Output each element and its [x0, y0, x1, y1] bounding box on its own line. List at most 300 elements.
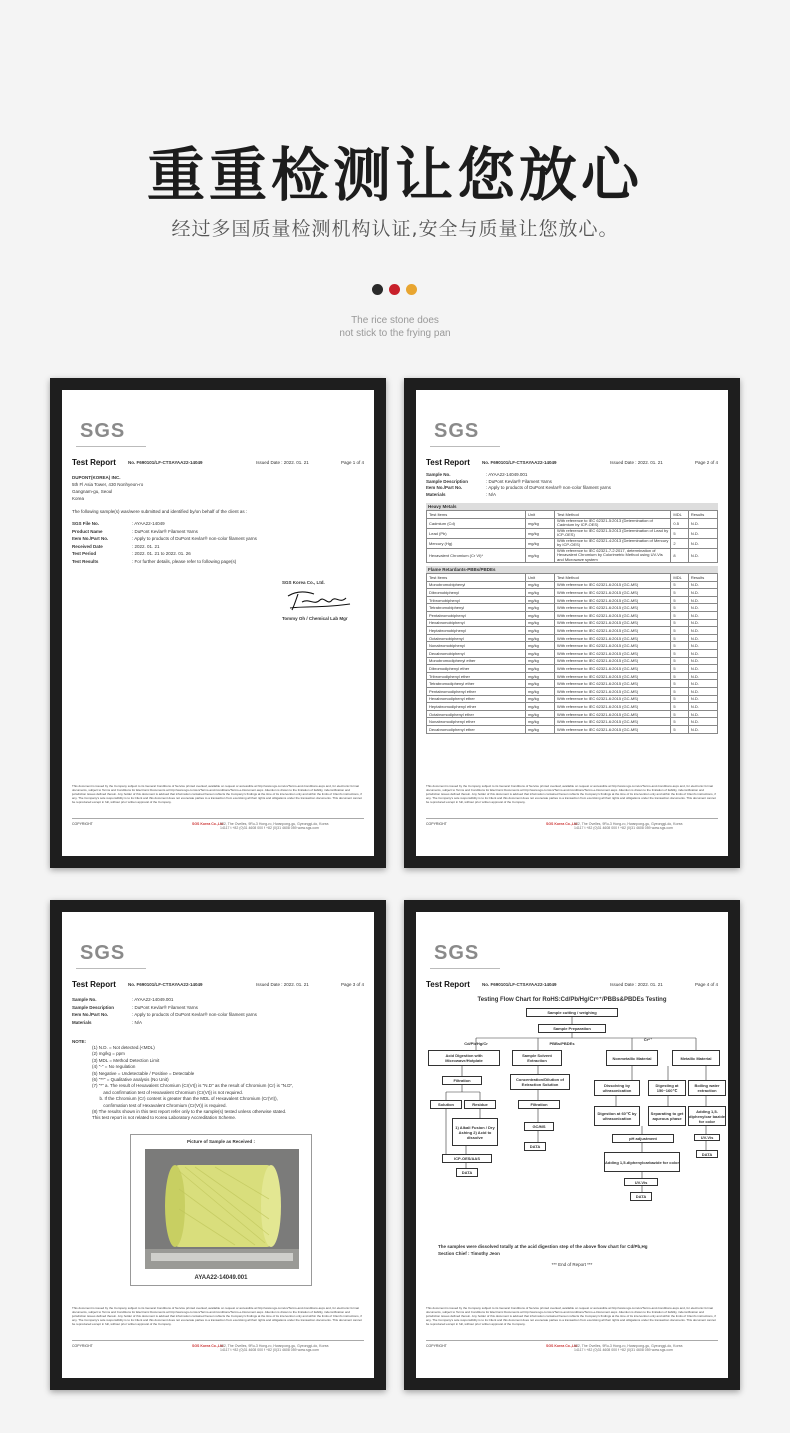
- flow-box-digest: Digesting at 150~160℃: [648, 1080, 686, 1096]
- table-cell: 5: [671, 619, 688, 627]
- flow-box-ph: pH adjustment: [612, 1134, 674, 1143]
- flow-box-conc: Concentration/Dilution of Extraction Solution: [510, 1074, 570, 1090]
- table-cell: mg/kg: [525, 581, 554, 589]
- note-line: (7) "*" a. The result of Hexavalent Chromium (Cr(VI)) is "N.D" as the result of Chromium (Cr) is "N.D",: [92, 1083, 294, 1089]
- certificate-frame-4: [404, 900, 740, 1390]
- table-cell: N.D.: [688, 627, 717, 635]
- col-header: MDL: [671, 511, 688, 519]
- signer-name: Tommy Oh / Chemical Lab Mgr: [282, 616, 348, 621]
- english-caption-line2: not stick to the frying pan: [339, 328, 451, 339]
- table-cell: With reference to IEC 62321-6:2015 (GC-MS): [555, 718, 671, 726]
- col-header: Results: [688, 511, 717, 519]
- table-row: [427, 665, 718, 673]
- table-cell: With reference to IEC 62321-6:2015 (GC-MS): [555, 657, 671, 665]
- field-value: : DuPont Kevlar® Filament Yarns: [132, 1004, 198, 1010]
- table-row: [427, 703, 718, 711]
- table-cell: With reference to IEC 62321-6:2015 (GC-MS): [555, 589, 671, 597]
- col-header: Unit: [525, 511, 554, 519]
- table-cell: N.D.: [688, 725, 717, 733]
- flow-box-cd: Cd/Pb/Hg/Cr: [464, 1040, 488, 1046]
- table-cell: mg/kg: [525, 612, 554, 620]
- table-cell: mg/kg: [525, 710, 554, 718]
- legal-disclaimer: This document is issued by the Company subject to its General Conditions of Service printed overleaf, available on request or accessible at http://www.sgs.com/en/Terms-and-Conditions.aspx and, for electronic format documents, subject to Terms and Conditions for Electronic Documents at http://www.sgs.com/en/Terms-and-Conditions/Terms-e-Document.aspx. Attention is drawn to the limitation of liability, indemnification and jurisdiction issues defined therein. Any holder of this document is advised that information contained hereon reflects the Company's findings at the time of its intervention only and within the limits of Client's instructions, if any. The Company's sole responsibility is to its Client and this document does not exonerate parties to a transaction from exercising all their rights and obligations under the transaction documents. This document cannot be reproduced except in full, without prior written approval of the Company.: [72, 1306, 362, 1326]
- table-cell: N.D.: [688, 710, 717, 718]
- table-cell: N.D.: [688, 695, 717, 703]
- table-cell: With reference to IEC 62321-6:2015 (GC-MS): [555, 650, 671, 658]
- hero-subtitle: 经过多国质量检测机构认证,安全与质量让您放心。: [171, 218, 619, 240]
- flow-box-acid: Acid Digestion with Microwave/Hotplate: [428, 1050, 500, 1066]
- closing-note: The samples were dissolved totally at the acid digestion step of the above flow chart for Cd/Pb,Hg: [438, 1244, 648, 1249]
- field-value: : DuPont Kevlar® Filament Yarns: [486, 478, 552, 484]
- table-cell: Tribromobiphenyl: [427, 596, 526, 604]
- issued-date: Issued Date : 2022. 01. 21: [256, 460, 309, 465]
- table-cell: N.D.: [688, 657, 717, 665]
- table-cell: Hexavalent Chromium (Cr VI)*: [427, 548, 526, 563]
- note-line: (3) MDL = Method Detection Limit: [92, 1057, 160, 1063]
- table-cell: mg/kg: [525, 703, 554, 711]
- field-row: [72, 558, 364, 566]
- sample-fields: [426, 472, 718, 498]
- table-cell: With reference to IEC 62321-6:2015 (GC-MS): [555, 627, 671, 635]
- legal-disclaimer: This document is issued by the Company subject to its General Conditions of Service printed overleaf, available on request or accessible at http://www.sgs.com/en/Terms-and-Conditions.aspx and, for electronic format documents, subject to Terms and Conditions for Electronic Documents at http://www.sgs.com/en/Terms-and-Conditions/Terms-e-Document.aspx. Attention is drawn to the limitation of liability, indemnification and jurisdiction issues defined therein. Any holder of this document is advised that information contained hereon reflects the Company's findings at the time of its intervention only and within the limits of Client's instructions, if any. The Company's sole responsibility is to its Client and this document does not exonerate parties to a transaction from exercising all their rights and obligations under the transaction documents. This document cannot be reproduced except in full, without prior written approval of the Company.: [72, 784, 362, 804]
- note-line: (1) N.D. = Not detected.(<MDL): [92, 1045, 155, 1050]
- report-header: [426, 458, 718, 468]
- report-header: [72, 458, 364, 468]
- field-value: : Apply to products of DuPont Kevlar® non-color filament yarns: [486, 485, 611, 490]
- dot-orange: [406, 284, 417, 295]
- end-of-report: *** End of Report ***: [551, 1262, 593, 1267]
- field-key: Item No./Part No.: [72, 1012, 109, 1017]
- intro-text: [72, 508, 364, 515]
- heavy-metals-heading: Heavy Metals: [426, 503, 718, 510]
- table-cell: With reference to IEC 62321-5:2013 (Determination of Lead by ICP-OES): [555, 528, 671, 538]
- field-value: : Apply to products of DuPont Kevlar® non-color filament yarns: [132, 1012, 257, 1017]
- table-cell: N.D.: [688, 650, 717, 658]
- table-cell: 5: [671, 688, 688, 696]
- report-title: Test Report: [426, 458, 470, 467]
- flame-retardants-heading: Flame Retardants-PBBs/PBDEs: [426, 566, 718, 573]
- table-row: [427, 538, 718, 548]
- table-row: [427, 581, 718, 589]
- table-cell: mg/kg: [525, 672, 554, 680]
- table-cell: 5: [671, 718, 688, 726]
- field-key: Sample No.: [72, 997, 97, 1002]
- results-tables: [426, 500, 718, 734]
- report-page-2: [416, 390, 728, 856]
- footer-company: SGS Korea Co.,Ltd.: [546, 822, 579, 826]
- table-cell: 5: [671, 703, 688, 711]
- english-caption-line1: The rice stone does: [351, 315, 439, 326]
- table-cell: With reference to IEC 62321-6:2015 (GC-MS): [555, 596, 671, 604]
- table-cell: 5: [671, 589, 688, 597]
- notes-block: [72, 1038, 364, 1122]
- page-number: Page 3 of 4: [340, 982, 364, 987]
- heavy-metals-table: [426, 510, 718, 563]
- table-cell: Lead (Pb): [427, 528, 526, 538]
- table-cell: mg/kg: [525, 528, 554, 538]
- table-cell: 5: [671, 657, 688, 665]
- note-line: b. If the Chromium (Cr) content is greater than the MDL of Hexavalent Chromium (Cr(VI)),: [92, 1096, 278, 1102]
- table-cell: Tetrabromodiphenyl ether: [427, 680, 526, 688]
- table-cell: N.D.: [688, 672, 717, 680]
- report-page-1: [62, 390, 374, 856]
- report-footer: [426, 1340, 718, 1356]
- table-cell: 5: [671, 634, 688, 642]
- flow-box-adding2: Adding 1,5-diphenylcarbazide for color: [604, 1152, 680, 1172]
- table-row: [427, 528, 718, 538]
- table-cell: N.D.: [688, 518, 717, 528]
- table-cell: 0.5: [671, 518, 688, 528]
- table-cell: Dibromobiphenyl: [427, 589, 526, 597]
- table-cell: N.D.: [688, 581, 717, 589]
- table-cell: Nonabromobiphenyl: [427, 642, 526, 650]
- table-cell: mg/kg: [525, 642, 554, 650]
- flow-box-boil: Boiling water extraction: [688, 1080, 726, 1096]
- table-cell: mg/kg: [525, 634, 554, 642]
- table-cell: N.D.: [688, 680, 717, 688]
- col-header: Test Method: [555, 511, 671, 519]
- table-header-row: [427, 574, 718, 582]
- field-value: : DuPont Kevlar® Filament Yarns: [132, 528, 198, 534]
- report-footer: [426, 818, 718, 834]
- table-row: [427, 718, 718, 726]
- table-cell: 2: [671, 538, 688, 548]
- table-cell: 5: [671, 665, 688, 673]
- legal-disclaimer: This document is issued by the Company subject to its General Conditions of Service printed overleaf, available on request or accessible at http://www.sgs.com/en/Terms-and-Conditions.aspx and, for electronic format documents, subject to Terms and Conditions for Electronic Documents at http://www.sgs.com/en/Terms-and-Conditions/Terms-e-Document.aspx. Attention is drawn to the limitation of liability, indemnification and jurisdiction issues defined therein. Any holder of this document is advised that information contained hereon reflects the Company's findings at the time of its intervention only and within the limits of Client's instructions, if any. The Company's sole responsibility is to its Client and this document does not exonerate parties to a transaction from exercising all their rights and obligations under the transaction documents. This document cannot be reproduced except in full, without prior written approval of the Company.: [426, 784, 716, 804]
- report-footer: [72, 818, 364, 834]
- legal-disclaimer: This document is issued by the Company subject to its General Conditions of Service printed overleaf, available on request or accessible at http://www.sgs.com/en/Terms-and-Conditions.aspx and, for electronic format documents, subject to Terms and Conditions for Electronic Documents at http://www.sgs.com/en/Terms-and-Conditions/Terms-e-Document.aspx. Attention is drawn to the limitation of liability, indemnification and jurisdiction issues defined therein. Any holder of this document is advised that information contained hereon reflects the Company's findings at the time of its intervention only and within the limits of Client's instructions, if any. The Company's sole responsibility is to its Client and this document does not exonerate parties to a transaction from exercising all their rights and obligations under the transaction documents. This document cannot be reproduced except in full, without prior written approval of the Company.: [426, 1306, 716, 1326]
- table-cell: With reference to IEC 62321-6:2015 (GC-MS): [555, 619, 671, 627]
- flow-box-nonmetal: Nonmetallic Material: [606, 1050, 658, 1066]
- report-page-4: [416, 912, 728, 1378]
- flow-box-uvvis2: UV-Vis: [624, 1178, 658, 1186]
- client-line: Korea: [72, 496, 85, 501]
- table-cell: 5: [671, 528, 688, 538]
- yarn-spool-image: [145, 1149, 299, 1269]
- table-cell: Nonabromodiphenyl ether: [427, 718, 526, 726]
- flow-box-data1: DATA: [524, 1142, 546, 1151]
- table-cell: Cadmium (Cd): [427, 518, 526, 528]
- table-cell: 5: [671, 604, 688, 612]
- flow-box-dissolve: Dissolving by ultrasonication: [594, 1080, 640, 1096]
- table-cell: With reference to IEC 62321-6:2015 (GC-MS): [555, 703, 671, 711]
- table-cell: Hexabromobiphenyl: [427, 619, 526, 627]
- page-number: Page 2 of 4: [694, 460, 718, 465]
- flow-box-uvvis1: UV-Vis: [694, 1134, 720, 1141]
- certificate-frame-1: [50, 378, 386, 868]
- col-header: Test Items: [427, 574, 526, 582]
- table-cell: With reference to IEC 62321-6:2015 (GC-MS): [555, 695, 671, 703]
- field-key: Materials: [426, 491, 446, 497]
- table-cell: Mercury (Hg): [427, 538, 526, 548]
- photo-title: Picture of Sample as Received :: [186, 1139, 256, 1144]
- col-header: Test Method: [555, 574, 671, 582]
- table-cell: N.D.: [688, 589, 717, 597]
- table-row: [427, 627, 718, 635]
- report-header: [72, 980, 364, 990]
- sample-fields: [72, 996, 364, 1026]
- table-cell: 5: [671, 627, 688, 635]
- flow-chart-title: Testing Flow Chart for RoHS:Cd/Pb/Hg/Cr⁶⁺/PBBs&PBDEs Testing: [477, 997, 667, 1003]
- field-key: Received Date: [72, 543, 103, 549]
- table-row: [427, 589, 718, 597]
- col-header: Test Items: [427, 511, 526, 519]
- table-cell: With reference to IEC 62321-6:2015 (GC-MS): [555, 634, 671, 642]
- table-cell: N.D.: [688, 642, 717, 650]
- copyright-text: COPYRIGHT: [426, 1344, 447, 1348]
- sample-photo-box: [130, 1134, 312, 1286]
- page-number: Page 1 of 4: [340, 460, 364, 465]
- table-cell: Heptabromodiphenyl ether: [427, 703, 526, 711]
- field-value: : AYAA22-14049.001: [486, 472, 528, 477]
- flow-box-data2: DATA: [696, 1150, 718, 1158]
- report-number: No. F690101/LF-CTSAYAA22-14049: [128, 460, 203, 465]
- report-title: Test Report: [426, 980, 470, 989]
- field-row: [72, 543, 364, 551]
- dot-dark: [372, 284, 383, 295]
- client-line: Gangnam-gu, Seoul: [72, 489, 113, 494]
- table-cell: mg/kg: [525, 518, 554, 528]
- field-key: Item No./Part No.: [426, 485, 463, 490]
- table-cell: Decabromobiphenyl: [427, 650, 526, 658]
- table-cell: N.D.: [688, 703, 717, 711]
- field-key: Product Name: [72, 528, 103, 534]
- table-cell: Monobromobiphenyl: [427, 581, 526, 589]
- table-row: [427, 650, 718, 658]
- report-title: Test Report: [72, 458, 116, 467]
- table-cell: With reference to IEC 62321-6:2015 (GC-MS): [555, 642, 671, 650]
- footer-company: SGS Korea Co.,Ltd.: [546, 1344, 579, 1348]
- table-cell: N.D.: [688, 596, 717, 604]
- field-key: Test Period: [72, 551, 97, 556]
- table-row: [427, 604, 718, 612]
- field-key: Sample Description: [72, 1004, 115, 1010]
- footer-address: 322, The Ovelles, 9Ru-3 Hong-ro, Hwanpong-gu, Gyeonggi-do, Korea 14117 t +82 (0)31 4608 000 f +82 (0)31 4608 059 www.sgs.com: [574, 822, 683, 830]
- col-header: Unit: [525, 574, 554, 582]
- english-caption: [0, 314, 790, 340]
- table-cell: 5: [671, 650, 688, 658]
- table-cell: With reference to IEC 62321-4:2013 (Determination of Mercury by ICP-OES): [555, 538, 671, 548]
- note-line: (8) The results shown in this test report refer only to the sample(s) tested unless otherwise stated.: [92, 1109, 287, 1115]
- table-cell: Pentabromobiphenyl: [427, 612, 526, 620]
- certificate-frame-3: [50, 900, 386, 1390]
- flow-box-cut: Sample cutting / weighing: [526, 1008, 618, 1017]
- table-row: [427, 596, 718, 604]
- flame-retardants-table: [426, 573, 718, 733]
- table-cell: 8: [671, 548, 688, 563]
- table-cell: With reference to IEC 62321-6:2015 (GC-MS): [555, 665, 671, 673]
- table-cell: 5: [671, 710, 688, 718]
- field-key: Sample No.: [426, 472, 451, 477]
- flow-box-separate: Separating to get aqueous phase: [648, 1106, 686, 1126]
- table-cell: With reference to IEC 62321-6:2015 (GC-MS): [555, 710, 671, 718]
- sample-fields: [72, 520, 364, 565]
- table-row: [427, 518, 718, 528]
- flow-box-residue: Residue: [464, 1100, 496, 1109]
- flow-box-pbb: PBBs/PBDEs: [549, 1040, 575, 1046]
- flow-box-solution: Solution: [430, 1100, 462, 1109]
- copyright-text: COPYRIGHT: [72, 1344, 93, 1348]
- table-cell: mg/kg: [525, 665, 554, 673]
- client-line: 5th Fl Asia Tower, 430 Nonhyeon-ro: [72, 482, 144, 487]
- note-label: NOTE:: [72, 1039, 86, 1044]
- flow-box-data4: DATA: [630, 1192, 652, 1201]
- table-cell: mg/kg: [525, 650, 554, 658]
- table-row: [427, 634, 718, 642]
- certificate-frame-2: [404, 378, 740, 868]
- table-row: [427, 688, 718, 696]
- footer-address: 322, The Ovelles, 9Ru-3 Hong-ro, Hwanpong-gu, Gyeonggi-do, Korea 14117 t +82 (0)31 4608 000 f +82 (0)31 4608 059 www.sgs.com: [220, 822, 329, 830]
- table-row: [427, 672, 718, 680]
- field-value: : 2022. 01. 21 to 2022. 01. 26: [132, 551, 191, 556]
- note-line: (5) Negative = Undetectable / Positive = Detectable: [92, 1070, 195, 1076]
- copyright-text: COPYRIGHT: [72, 822, 93, 826]
- note-line: (6) "**" = Qualitative analysis (No Unit): [92, 1077, 169, 1083]
- table-cell: N.D.: [688, 665, 717, 673]
- table-cell: With reference to IEC 62321-6:2015 (GC-MS): [555, 581, 671, 589]
- section-chief: Section Chief : Timothy Jeon: [438, 1251, 500, 1256]
- table-row: [427, 642, 718, 650]
- footer-company: SGS Korea Co.,Ltd.: [192, 822, 225, 826]
- table-cell: mg/kg: [525, 596, 554, 604]
- flow-box-alkali: 1) Alkali Fusion / Dry Ashing 2) Acid to dissolve: [452, 1118, 498, 1146]
- field-value: : N/A: [486, 491, 497, 497]
- table-cell: With reference to IEC 62321-6:2015 (GC-MS): [555, 604, 671, 612]
- field-value: : For further details, please refer to following page(s): [132, 558, 237, 564]
- field-row: [426, 492, 718, 499]
- footer-address: 322, The Ovelles, 9Ru-3 Hong-ro, Hwanpong-gu, Gyeonggi-do, Korea 14117 t +82 (0)31 4608 000 f +82 (0)31 4608 059 www.sgs.com: [220, 1344, 329, 1352]
- note-line: and confirmation test of Hexavalent Chromium (Cr(VI)) is not required.: [92, 1089, 244, 1095]
- table-cell: mg/kg: [525, 619, 554, 627]
- field-value: : N/A: [132, 1019, 143, 1025]
- flow-box-filtration2: Filtration: [518, 1100, 560, 1109]
- field-key: Test Results: [72, 558, 99, 564]
- table-cell: N.D.: [688, 548, 717, 563]
- note-line: This test report is not related to Korea Laboratory Accreditation Scheme.: [92, 1115, 237, 1121]
- decor-dots: [372, 284, 417, 295]
- table-cell: mg/kg: [525, 538, 554, 548]
- table-cell: 5: [671, 695, 688, 703]
- table-cell: With reference to IEC 62321-6:2015 (GC-MS): [555, 688, 671, 696]
- table-cell: 5: [671, 596, 688, 604]
- table-cell: 5: [671, 581, 688, 589]
- table-cell: With reference to IEC 62321-6:2015 (GC-MS): [555, 725, 671, 733]
- table-cell: N.D.: [688, 612, 717, 620]
- page-number: Page 4 of 4: [694, 982, 718, 987]
- flow-box-prep: Sample Preparation: [538, 1024, 606, 1033]
- table-cell: mg/kg: [525, 548, 554, 563]
- field-row: [72, 520, 364, 528]
- table-row: [427, 657, 718, 665]
- sgs-logo: SGS: [80, 420, 126, 442]
- hero-title: 重重检测让您放心: [146, 141, 643, 209]
- col-header: MDL: [671, 574, 688, 582]
- table-cell: N.D.: [688, 688, 717, 696]
- field-key: SGS File No.: [72, 521, 100, 526]
- table-cell: 5: [671, 612, 688, 620]
- table-cell: With reference to IEC 62321-6:2015 (GC-MS): [555, 680, 671, 688]
- table-row: [427, 612, 718, 620]
- field-row: [72, 1004, 364, 1012]
- flow-box-solvent: Sample Solvent Extraction: [512, 1050, 562, 1066]
- field-row: [72, 550, 364, 558]
- table-cell: With reference to IEC 62321-7-2:2017, determination of Hexavalent Chromium by Colorimetric Method using UV-Vis and Microwave system: [555, 548, 671, 563]
- table-row: [427, 619, 718, 627]
- note-line: confirmation test of Hexavalent Chromium (Cr(VI)) is required.: [92, 1102, 227, 1108]
- table-cell: mg/kg: [525, 627, 554, 635]
- table-cell: mg/kg: [525, 725, 554, 733]
- issued-date: Issued Date : 2022. 01. 21: [256, 982, 309, 987]
- field-value: : Apply to products of DuPont Kevlar® non-color filament yarns: [132, 536, 257, 541]
- flow-box-adding1: Adding 1,5-diphenylcar bazide for color: [688, 1106, 726, 1126]
- sgs-logo: SGS: [434, 942, 480, 964]
- signature-icon: [284, 588, 354, 612]
- table-cell: N.D.: [688, 538, 717, 548]
- table-cell: N.D.: [688, 619, 717, 627]
- table-cell: 5: [671, 680, 688, 688]
- table-row: [427, 695, 718, 703]
- client-address: [72, 474, 364, 502]
- flow-box-cr6: Cr⁶⁺: [643, 1036, 653, 1042]
- footer-company: SGS Korea Co.,Ltd.: [192, 1344, 225, 1348]
- report-footer: [72, 1340, 364, 1356]
- flow-box-icp: ICP-OES/AAS: [442, 1154, 492, 1163]
- table-cell: mg/kg: [525, 718, 554, 726]
- table-row: [427, 710, 718, 718]
- note-line: (2) mg/kg = ppm: [92, 1051, 125, 1057]
- table-cell: Heptabromobiphenyl: [427, 627, 526, 635]
- table-cell: mg/kg: [525, 688, 554, 696]
- field-key: Item No./Part No.: [72, 536, 109, 541]
- table-cell: Tribromodiphenyl ether: [427, 672, 526, 680]
- table-cell: Octabromobiphenyl: [427, 634, 526, 642]
- field-value: : 2022. 01. 21: [132, 543, 160, 549]
- table-cell: With reference to IEC 62321-6:2015 (GC-MS): [555, 612, 671, 620]
- field-value: : AYAA22-14049: [132, 521, 165, 526]
- table-cell: Tetrabromobiphenyl: [427, 604, 526, 612]
- issued-date: Issued Date : 2022. 01. 21: [610, 982, 663, 987]
- table-cell: N.D.: [688, 718, 717, 726]
- field-row: [72, 996, 364, 1004]
- footer-address: 322, The Ovelles, 9Ru-3 Hong-ro, Hwanpong-gu, Gyeonggi-do, Korea 14117 t +82 (0)31 4608 000 f +82 (0)31 4608 059 www.sgs.com: [574, 1344, 683, 1352]
- sample-label: AYAA22-14049.001: [194, 1275, 248, 1281]
- table-cell: N.D.: [688, 604, 717, 612]
- flow-box-filtration1: Filtration: [442, 1076, 482, 1085]
- sgs-logo: SGS: [80, 942, 126, 964]
- field-row: [72, 1019, 364, 1027]
- flow-box-data3: DATA: [456, 1168, 478, 1177]
- field-row: [72, 1011, 364, 1019]
- table-cell: Octabromodiphenyl ether: [427, 710, 526, 718]
- table-cell: mg/kg: [525, 680, 554, 688]
- table-cell: With reference to IEC 62321-6:2015 (GC-MS): [555, 672, 671, 680]
- field-key: Materials: [72, 1019, 92, 1025]
- table-cell: 5: [671, 642, 688, 650]
- sgs-logo: SGS: [434, 420, 480, 442]
- table-cell: mg/kg: [525, 604, 554, 612]
- flow-box-metal: Metallic Material: [672, 1050, 720, 1066]
- table-cell: Monobromodiphenyl ether: [427, 657, 526, 665]
- intro-line: The following sample(s) was/were submitted and identified by/on behalf of the client as :: [72, 509, 248, 514]
- report-title: Test Report: [72, 980, 116, 989]
- report-number: No. F690101/LF-CTSAYAA22-14049: [482, 460, 557, 465]
- field-row: [72, 528, 364, 536]
- table-cell: 5: [671, 672, 688, 680]
- report-page-3: [62, 912, 374, 1378]
- col-header: Results: [688, 574, 717, 582]
- signer-company: SGS Korea Co., Ltd.: [282, 580, 325, 585]
- note-line: (4) "-" = No regulation: [92, 1064, 136, 1070]
